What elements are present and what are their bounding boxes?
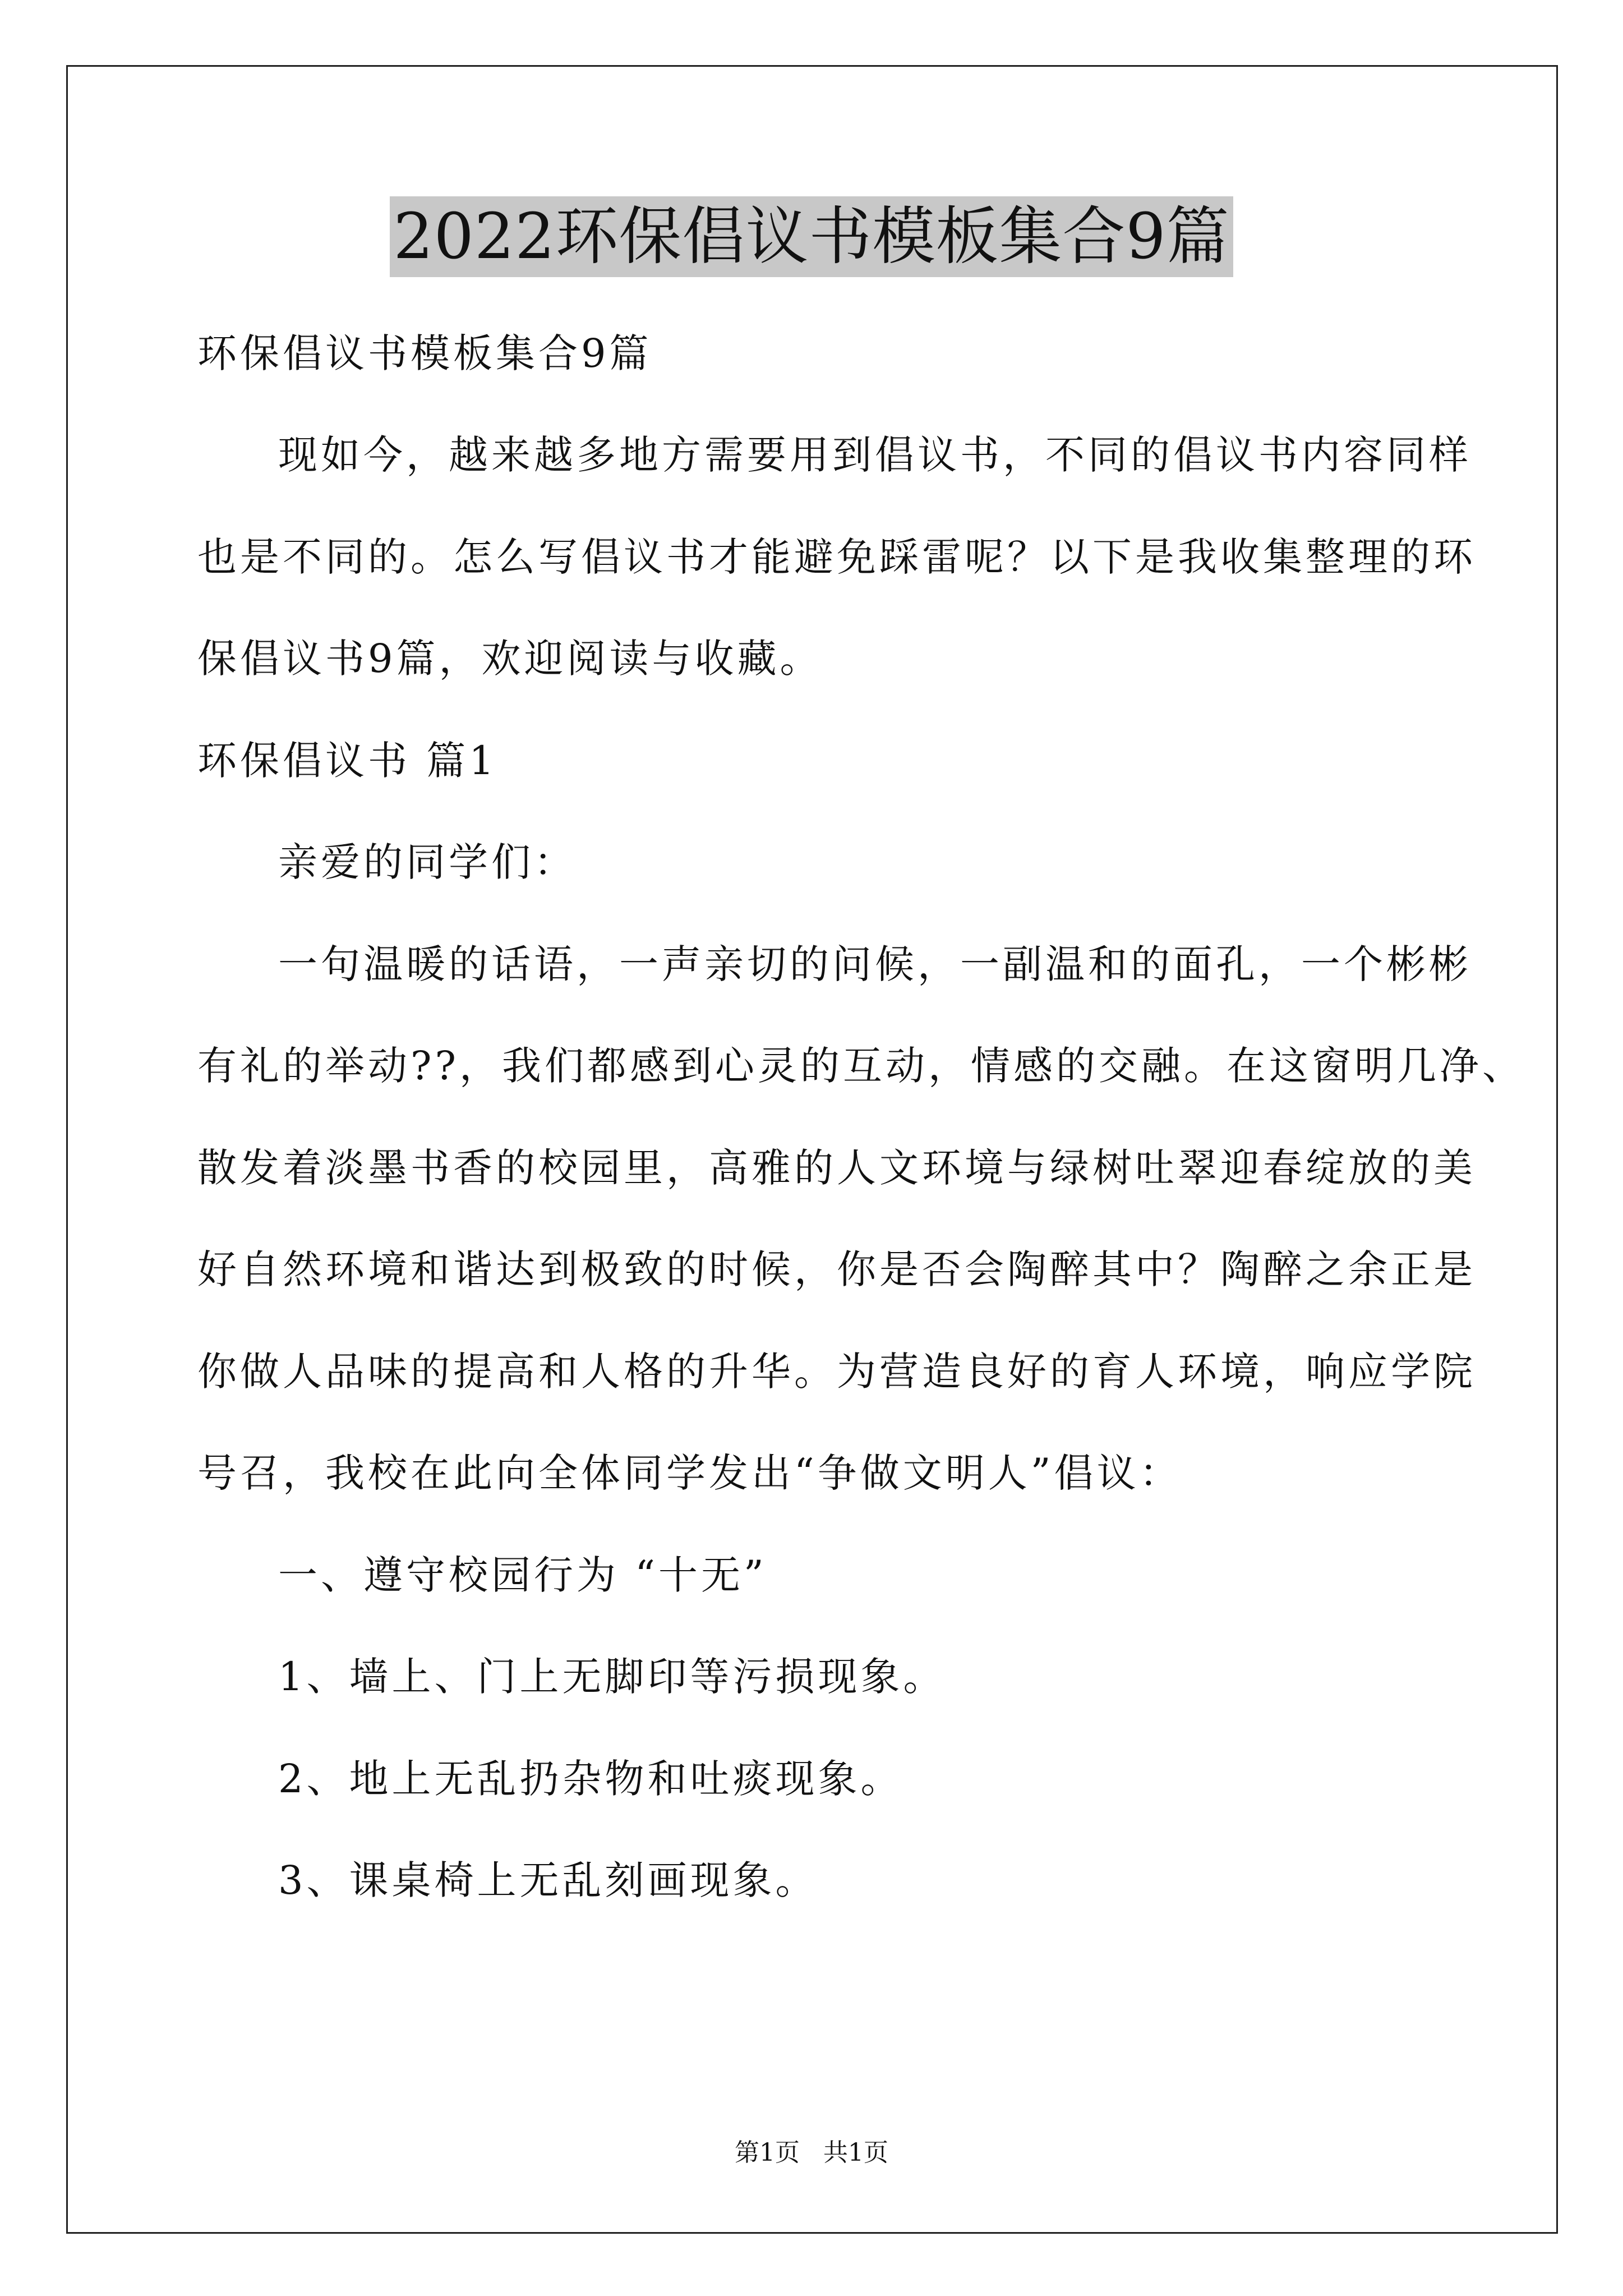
subtitle-line: 环保倡议书模板集合9篇 [197,330,652,376]
list-item: 3、课桌椅上无乱刻画现象。 [278,1857,818,1903]
body-line: 一句温暖的话语，一声亲切的问候，一副温和的面孔，一个彬彬 [278,941,1472,987]
total-pages-label: 共1页 [823,2138,888,2167]
page-footer [0,2137,1623,2169]
current-page-label: 第1页 [735,2138,800,2167]
body-line: 好自然环境和谐达到极致的时候，你是否会陶醉其中？陶醉之余正是 [197,1246,1476,1292]
intro-line: 保倡议书9篇，欢迎阅读与收藏。 [197,636,823,682]
salutation: 亲爱的同学们： [278,839,577,885]
list-heading: 一、遵守校园行为 “十无” [278,1552,767,1598]
list-item: 2、地上无乱扔杂物和吐痰现象。 [278,1756,903,1802]
body-line: 散发着淡墨书香的校园里，高雅的人文环境与绿树吐翠迎春绽放的美 [197,1145,1476,1191]
document-title: 2022环保倡议书模板集合9篇 [390,196,1233,277]
intro-line: 现如今，越来越多地方需要用到倡议书，不同的倡议书内容同样 [278,432,1472,478]
body-line: 你做人品味的提高和人格的升华。为营造良好的育人环境，响应学院 [197,1349,1476,1395]
title-container [0,196,1623,277]
body-line: 号召，我校在此向全体同学发出“争做文明人”倡议： [197,1450,1182,1496]
intro-line: 也是不同的。怎么写倡议书才能避免踩雷呢？以下是我收集整理的环 [197,534,1476,580]
section-heading: 环保倡议书 篇1 [197,738,497,784]
list-item: 1、墙上、门上无脚印等污损现象。 [278,1654,946,1700]
body-line: 有礼的举动??，我们都感到心灵的互动，情感的交融。在这窗明几净、 [197,1043,1525,1089]
